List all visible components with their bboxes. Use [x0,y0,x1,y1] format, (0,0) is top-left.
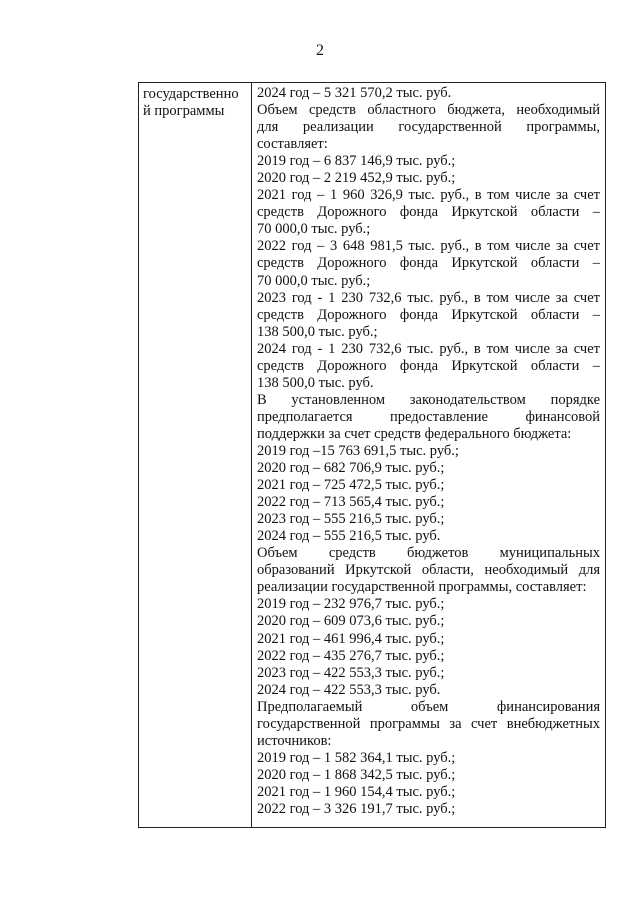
funding-text-line: 70 000,0 тыс. руб.; [257,272,371,289]
funding-text-line: Предполагаемый объем финансирования [257,698,600,715]
funding-text-line: 2020 год – 1 868 342,5 тыс. руб.; [257,766,456,783]
left-column-line: й программы [143,103,225,120]
funding-text-line: 2020 год – 2 219 452,9 тыс. руб.; [257,170,456,187]
funding-text-line: 70 000,0 тыс. руб.; [257,221,371,238]
funding-text-line: государственной программы за счет внебюджетных [257,715,600,732]
program-passport-table [138,82,606,828]
funding-text-line: 2023 год – 555 216,5 тыс. руб.; [257,511,445,528]
funding-text-line: 2022 год – 3 648 981,5 тыс. руб., в том числе за счет [257,238,600,255]
page-number: 2 [316,42,324,59]
left-column-line: государственно [143,86,239,102]
funding-text-line: средств Дорожного фонда Иркутской области – [257,255,600,272]
funding-text-line: 2021 год – 1 960 154,4 тыс. руб.; [257,783,456,800]
funding-text-line: 2019 год – 6 837 146,9 тыс. руб.; [257,153,456,170]
funding-text-line: В установленном законодательством порядке [257,391,600,408]
funding-text-line: средств Дорожного фонда Иркутской области – [257,357,600,374]
funding-text-line: Объем средств областного бюджета, необходимый [257,102,600,119]
funding-text-line: предполагается предоставление финансовой [257,408,600,425]
funding-text-line: Объем средств бюджетов муниципальных [257,545,600,562]
funding-text-line: 2021 год – 725 472,5 тыс. руб.; [257,477,445,494]
table-left-column [139,83,252,827]
funding-text-line: 2023 год – 422 553,3 тыс. руб.; [257,664,445,681]
funding-text-line: средств Дорожного фонда Иркутской области – [257,204,600,221]
funding-text-line: 2022 год – 713 565,4 тыс. руб.; [257,494,445,511]
funding-text-line: 138 500,0 тыс. руб. [257,374,374,391]
funding-text-line: 2024 год - 1 230 732,6 тыс. руб., в том числе за счет [257,340,600,357]
funding-text-line: 2024 год – 5 321 570,2 тыс. руб. [257,85,452,101]
table-right-column [252,83,605,827]
funding-text-line: для реализации государственной программы, [257,119,600,136]
funding-text-line: 2023 год - 1 230 732,6 тыс. руб., в том числе за счет [257,289,600,306]
funding-text-line: 2022 год – 435 276,7 тыс. руб.; [257,647,445,664]
funding-text-line: реализации государственной программы, составляет: [257,579,587,596]
funding-text-line: 2024 год – 422 553,3 тыс. руб. [257,681,441,698]
funding-text-line: поддержки за счет средств федерального бюджета: [257,425,572,442]
funding-text-line: 2020 год – 682 706,9 тыс. руб.; [257,460,445,477]
funding-text-line: 2021 год – 1 960 326,9 тыс. руб., в том числе за счет [257,187,600,204]
funding-text-line: 2019 год – 1 582 364,1 тыс. руб.; [257,749,456,766]
funding-text-line: 138 500,0 тыс. руб.; [257,323,378,340]
funding-text-line: 2020 год – 609 073,6 тыс. руб.; [257,613,445,630]
funding-text-line: 2019 год – 232 976,7 тыс. руб.; [257,596,445,613]
funding-text-line: образований Иркутской области, необходимый для [257,562,600,579]
funding-text-line: составляет: [257,136,328,153]
funding-text-line: средств Дорожного фонда Иркутской области – [257,306,600,323]
funding-text-line: 2022 год – 3 326 191,7 тыс. руб.; [257,800,456,817]
funding-text-line: источников: [257,732,332,749]
funding-text-line: 2021 год – 461 996,4 тыс. руб.; [257,630,445,647]
funding-text-line: 2024 год – 555 216,5 тыс. руб. [257,528,441,545]
funding-text-line: 2019 год –15 763 691,5 тыс. руб.; [257,442,459,459]
